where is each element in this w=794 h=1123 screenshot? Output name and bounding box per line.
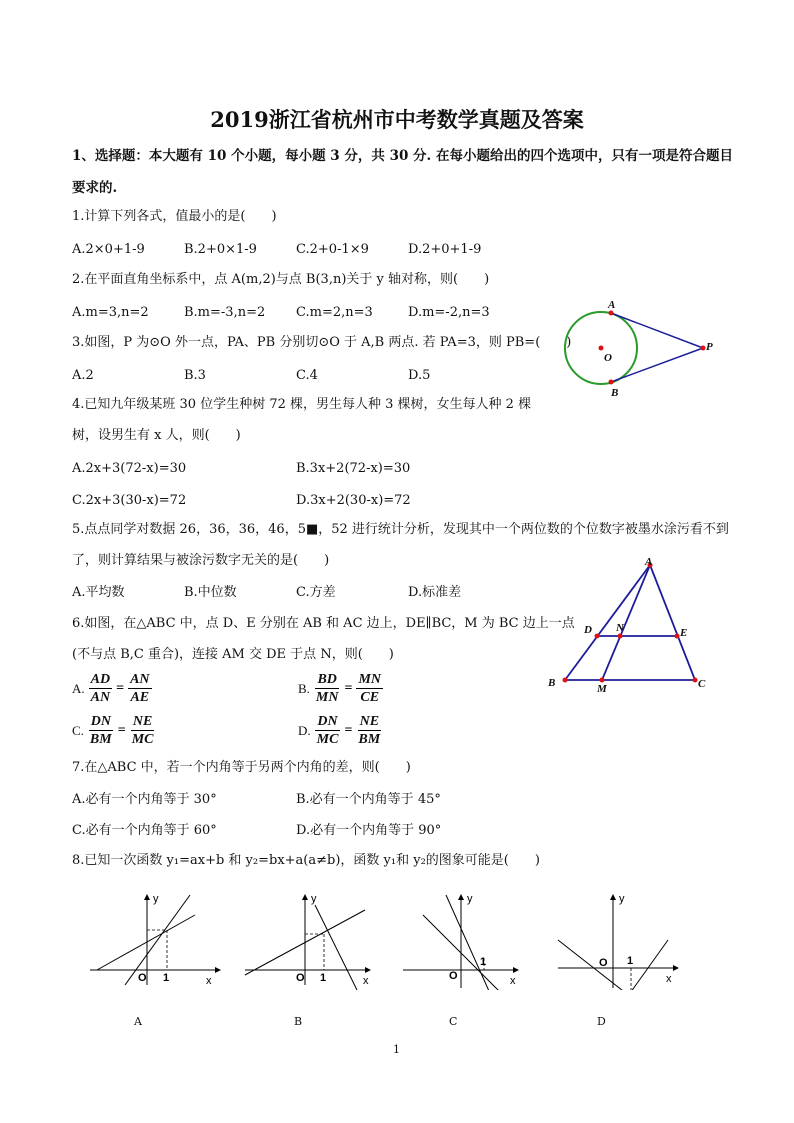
point-a [609,311,614,316]
q5-option-b: B.中位数 [184,585,237,600]
y-label: y [153,893,159,905]
q6-stem-cont: (不与点 B,C 重合)，连接 AM 交 DE 于点 N，则( ) [72,647,394,662]
section-heading: 1、选择题：本大题有 10 个小题，每小题 3 分，共 30 分. 在每小题给出的四个选项中，只有一项是符合题目 [72,148,733,164]
tangent-pb [611,348,703,382]
q6-option-b: B. $\frac{BD}{MN}$ = $\frac{MN}{CE}$ [298,672,382,705]
q8-graph-b-letter: B [294,1015,303,1028]
one-label: 1 [480,956,487,968]
q3-option-a: A.2 [72,368,94,383]
q6-option-c: C. $\frac{DN}{BM}$ = $\frac{NE}{MC}$ [72,714,154,747]
point-p [701,346,706,351]
q4-option-d: D.3x+2(30-x)=72 [296,493,411,508]
label-n: N [616,622,624,634]
q4-option-b: B.3x+2(72-x)=30 [296,461,411,476]
q7-option-d: D.必有一个内角等于 90° [296,823,442,838]
q8-graph-a-letter: A [134,1015,142,1028]
q7-option-a: A.必有一个内角等于 30° [72,792,217,807]
point-o [599,346,604,351]
q3-option-d: D.5 [408,368,431,383]
q3-stem: 3.如图，P 为⊙O 外一点，PA、PB 分别切⊙O 于 A,B 两点. 若 PA=3，则 PB=( ) [72,335,572,350]
label-e: E [680,627,688,639]
q7-option-b: B.必有一个内角等于 45° [296,792,441,807]
label-m: M [597,683,607,695]
page-number: 1 [393,1043,400,1056]
x-label: x [363,975,369,987]
q5-option-d: D.标准差 [408,585,462,600]
q5-option-c: C.方差 [296,585,336,600]
q1-stem: 1.计算下列各式，值最小的是( ) [72,209,277,224]
label-d: D [584,624,592,636]
origin-label: O [449,970,458,982]
q1-option-a: A.2×0+1-9 [72,242,145,257]
q6-option-d: D. $\frac{DN}{MC}$ = $\frac{NE}{BM}$ [298,714,381,747]
point-n [618,634,623,639]
q5-option-a: A.平均数 [72,585,125,600]
q1-option-c: C.2+0-1×9 [296,242,369,257]
side-ac [650,565,695,680]
q3-option-c: C.4 [296,368,318,383]
q4-stem: 4.已知九年级某班 30 位学生种树 72 棵，男生每人种 3 棵树，女生每人种 2 棵 [72,397,532,412]
label-p: P [706,341,713,353]
point-c [693,678,698,683]
label-a: A [645,556,653,568]
x-label: x [510,975,516,987]
point-b [609,380,614,385]
q4-option-a: A.2x+3(72-x)=30 [72,461,187,476]
label-b: B [611,387,619,399]
page-title: 2019浙江省杭州市中考数学真题及答案 [210,107,584,132]
point-b [563,678,568,683]
segment-am [602,565,650,680]
q2-stem: 2.在平面直角坐标系中，点 A(m,2)与点 B(3,n)关于 y 轴对称，则( ) [72,272,490,287]
q1-option-b: B.2+0×1-9 [184,242,257,257]
q5-stem-cont: 了，则计算结果与被涂污数字无关的是( ) [72,553,330,568]
q4-option-c: C.2x+3(30-x)=72 [72,493,187,508]
q2-option-d: D.m=-2,n=3 [408,305,490,320]
y-label: y [467,893,473,905]
label-o: O [604,352,612,364]
q8-graph-c-letter: C [449,1015,458,1028]
q2-option-c: C.m=2,n=3 [296,305,373,320]
q8-graph-c [398,890,538,990]
origin-label: O [138,972,147,984]
label-a: A [608,299,616,311]
section-heading-cont: 要求的. [72,180,118,196]
one-label: 1 [320,972,327,984]
y-label: y [619,893,625,905]
side-ab [565,565,650,680]
one-label: 1 [163,972,170,984]
origin-label: O [599,957,608,969]
q4-stem-cont: 树，设男生有 x 人，则( ) [72,428,241,443]
point-d [595,634,600,639]
point-e [675,634,680,639]
q7-stem: 7.在△ABC 中，若一个内角等于另两个内角的差，则( ) [72,760,411,775]
label-b: B [548,677,556,689]
q3-circle-figure [555,298,725,403]
x-label: x [206,975,212,987]
q3-option-b: B.3 [184,368,206,383]
q1-option-d: D.2+0+1-9 [408,242,482,257]
q8-stem: 8.已知一次函数 y₁=ax+b 和 y₂=bx+a(a≠b)，函数 y₁和 y₂的图象可能是( ) [72,853,540,868]
origin-label: O [296,972,305,984]
q6-triangle-figure [540,555,720,700]
q2-option-a: A.m=3,n=2 [72,305,149,320]
q6-stem: 6.如图，在△ABC 中，点 D、E 分别在 AB 和 AC 边上，DE∥BC，M 为 BC 边上一点 [72,616,575,631]
x-label: x [666,973,672,985]
q8-graph-a [85,890,225,990]
q8-graph-d [553,890,693,990]
q2-option-b: B.m=-3,n=2 [184,305,266,320]
q6-option-a: A. $\frac{AD}{AN}$ = $\frac{AN}{AE}$ [72,672,150,705]
y-label: y [311,893,317,905]
one-label: 1 [627,955,634,967]
q5-stem: 5.点点同学对数据 26，36，36，46，5■，52 进行统计分析，发现其中一个两位数的个位数字被墨水涂污看不到 [72,522,729,537]
point-m [600,678,605,683]
tangent-pa [611,313,703,348]
q8-graph-d-letter: D [597,1015,606,1028]
label-c: C [698,678,706,690]
q8-graph-b [240,890,380,990]
q7-option-c: C.必有一个内角等于 60° [72,823,217,838]
